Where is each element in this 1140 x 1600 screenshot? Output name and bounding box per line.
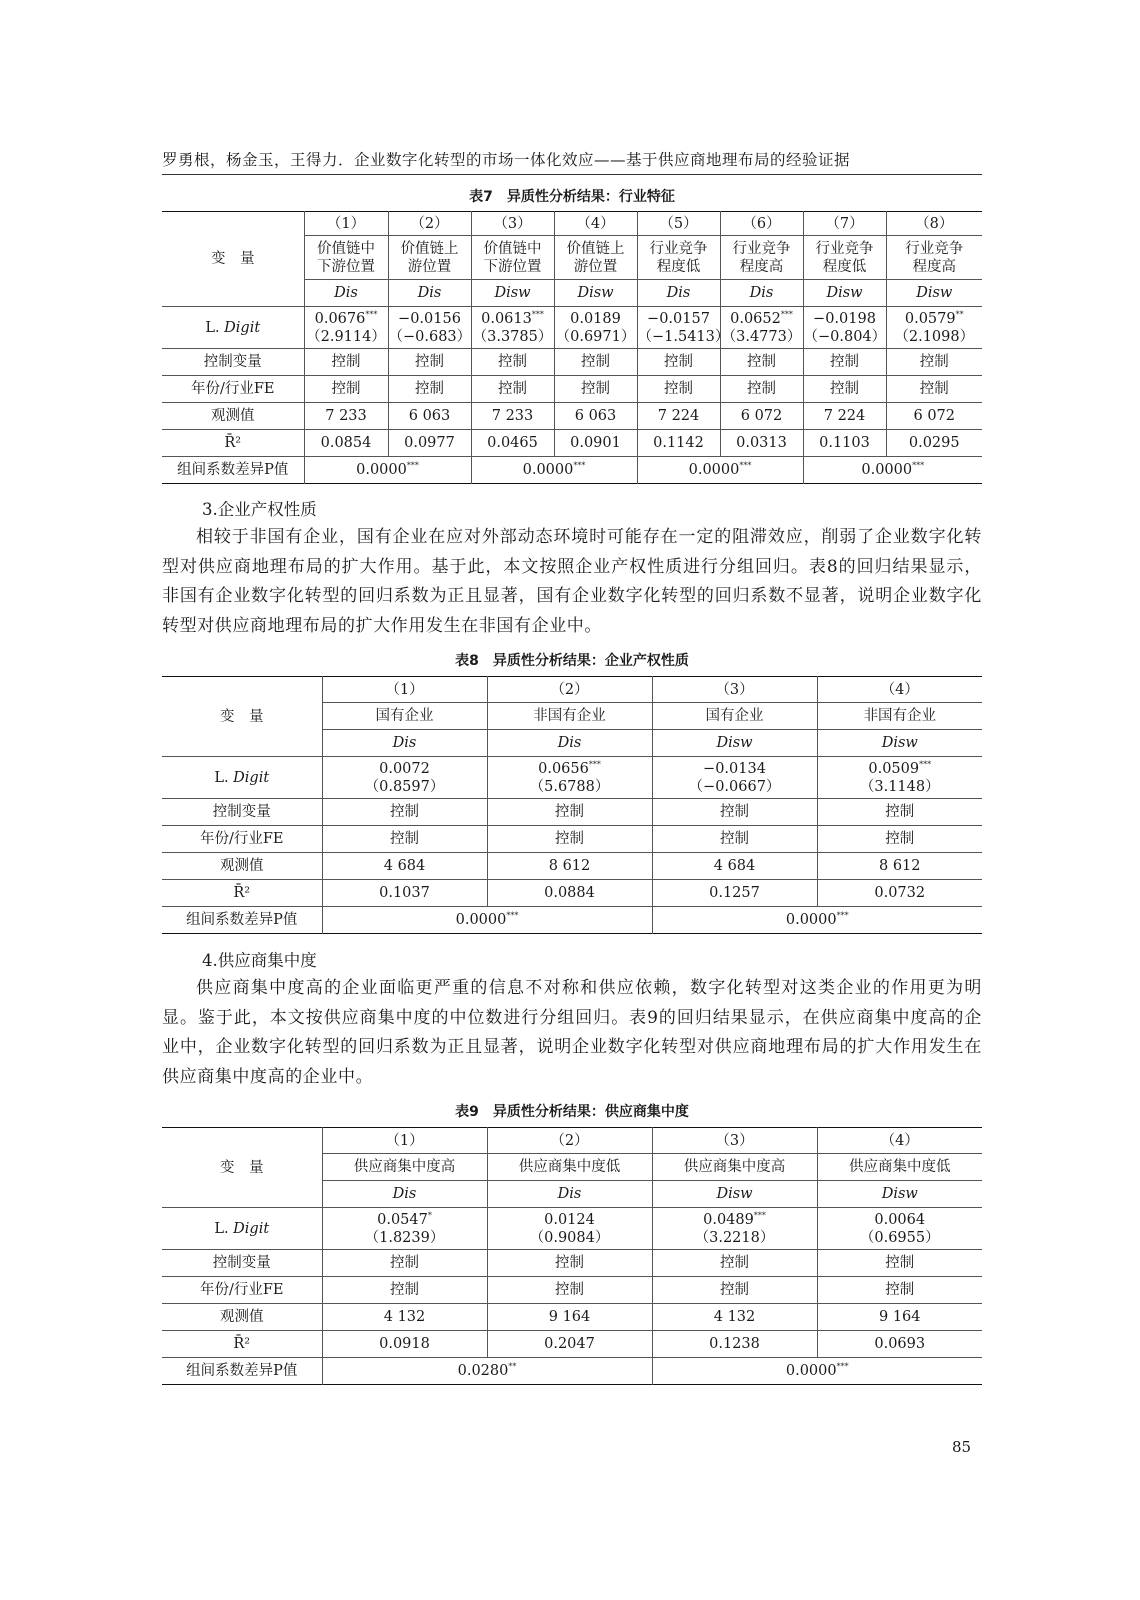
table8-caption-title: 异质性分析结果：企业产权性质: [492, 653, 689, 669]
table8-cell: 0.0884: [487, 880, 652, 907]
table7-cell: 0.0977: [388, 430, 471, 457]
table7-pval-cell: 0.0000***: [304, 457, 471, 484]
table9-cell: 0.2047: [487, 1331, 652, 1358]
table9-cell: 控制: [487, 1277, 652, 1304]
table9-coef-cell: 0.0124 （0.9084）: [487, 1208, 652, 1250]
table7-cell: 控制: [637, 349, 720, 376]
table9-depvar: Dis: [487, 1181, 652, 1208]
table9-coef-cell: 0.0064 （0.6955）: [817, 1208, 982, 1250]
running-header: 罗勇根，杨金玉，王得力．企业数字化转型的市场一体化效应——基于供应商地理布局的经验证据: [162, 148, 982, 175]
table8-var-header: 变 量: [162, 677, 322, 757]
table9-cell: 4 132: [322, 1304, 487, 1331]
table9-pval-cell: 0.0000***: [652, 1358, 982, 1385]
table7-group-name: 价值链中 下游位置: [471, 236, 554, 280]
table9-var-header: 变 量: [162, 1128, 322, 1208]
table8-cell: 控制: [652, 826, 817, 853]
table7-row: [162, 403, 982, 430]
table7-var-header: 变 量: [162, 212, 304, 307]
table8-cell: 控制: [322, 799, 487, 826]
table7-cell: 0.0313: [720, 430, 803, 457]
table9-caption-title: 异质性分析结果：供应商集中度: [492, 1104, 689, 1120]
table9-digit-row: [162, 1208, 982, 1250]
table7-depvar: Dis: [720, 280, 803, 307]
table7-cell: 控制: [388, 376, 471, 403]
table8-row-label: R̄²: [162, 880, 322, 907]
table8-row: [162, 826, 982, 853]
table7-row: [162, 430, 982, 457]
table9-row-label: R̄²: [162, 1331, 322, 1358]
table8-group-name: 非国有企业: [487, 703, 652, 730]
table9-cell: 控制: [652, 1250, 817, 1277]
table9-group-name: 供应商集中度高: [322, 1154, 487, 1181]
table7-depvar: Disw: [471, 280, 554, 307]
table7-digit-label: L. Digit: [162, 307, 304, 349]
table8-pval-row: [162, 907, 982, 934]
table7-cell: 控制: [886, 376, 982, 403]
table9-colnum-row: [162, 1128, 982, 1154]
table8-cell: 8 612: [487, 853, 652, 880]
table9-colnum: （4）: [817, 1128, 982, 1154]
table9-cell: 控制: [817, 1277, 982, 1304]
table9-group-name: 供应商集中度低: [817, 1154, 982, 1181]
table7-cell: 控制: [471, 349, 554, 376]
table8-row-label: 控制变量: [162, 799, 322, 826]
table8-cell: 控制: [322, 826, 487, 853]
table7-colnum: （8）: [886, 212, 982, 236]
table7-colnum: （7）: [803, 212, 886, 236]
table7-cell: 控制: [720, 349, 803, 376]
table7-cell: 6 072: [886, 403, 982, 430]
table8-colnum: （4）: [817, 677, 982, 703]
table9-caption-number: 表9: [455, 1104, 479, 1120]
table7-caption: [162, 186, 982, 206]
table8-digit-row: [162, 757, 982, 799]
table8-colnum-row: [162, 677, 982, 703]
table7-cell: 6 063: [388, 403, 471, 430]
table7-group-name: 行业竞争 程度低: [637, 236, 720, 280]
table8-cell: 8 612: [817, 853, 982, 880]
page-number: 85: [952, 1438, 972, 1456]
table7-cell: 控制: [388, 349, 471, 376]
table9-pval-row: [162, 1358, 982, 1385]
table9-cell: 控制: [322, 1277, 487, 1304]
table8-cell: 0.1257: [652, 880, 817, 907]
table8-cell: 0.0732: [817, 880, 982, 907]
table9-cell: 0.0693: [817, 1331, 982, 1358]
table7-cell: 控制: [554, 349, 637, 376]
table7-colnum: （4）: [554, 212, 637, 236]
table7-cell: 控制: [720, 376, 803, 403]
table9-digit-label: L. Digit: [162, 1208, 322, 1250]
table8-pval-cell: 0.0000***: [652, 907, 982, 934]
table7-coef-cell: 0.0579** （2.1098）: [886, 307, 982, 349]
table7-cell: 控制: [803, 376, 886, 403]
table7-coef-cell: 0.0652*** （3.4773）: [720, 307, 803, 349]
table8-cell: 控制: [817, 799, 982, 826]
table9-caption: [162, 1101, 982, 1121]
table9-depvar: Disw: [817, 1181, 982, 1208]
table7-cell: 0.0901: [554, 430, 637, 457]
table8-cell: 4 684: [652, 853, 817, 880]
table8: [162, 676, 982, 934]
table7-depvar: Disw: [803, 280, 886, 307]
table7-pval-row: [162, 457, 982, 484]
table7-depvar: Dis: [304, 280, 388, 307]
table9-cell: 0.1238: [652, 1331, 817, 1358]
table7-digit-row: [162, 307, 982, 349]
table7: [162, 211, 982, 484]
table9-row-label: 观测值: [162, 1304, 322, 1331]
table7-pval-cell: 0.0000***: [471, 457, 637, 484]
table7-cell: 控制: [304, 376, 388, 403]
table9-colnum: （1）: [322, 1128, 487, 1154]
table7-cell: 控制: [637, 376, 720, 403]
table7-cell: 0.0295: [886, 430, 982, 457]
table8-cell: 4 684: [322, 853, 487, 880]
table7-group-name: 行业竞争 程度高: [720, 236, 803, 280]
table8-colnum: （2）: [487, 677, 652, 703]
table7-colnum: （1）: [304, 212, 388, 236]
table7-colnum: （2）: [388, 212, 471, 236]
table8-depvar: Dis: [322, 730, 487, 757]
table9-row-label: 年份/行业FE: [162, 1277, 322, 1304]
table8-cell: 控制: [487, 799, 652, 826]
section3-title: 3.企业产权性质: [202, 500, 317, 519]
table7-colnum: （3）: [471, 212, 554, 236]
table8-cell: 0.1037: [322, 880, 487, 907]
table8-group-name: 非国有企业: [817, 703, 982, 730]
section4-paragraph: 供应商集中度高的企业面临更严重的信息不对称和供应依赖，数字化转型对这类企业的作用更为明显。鉴于此，本文按供应商集中度的中位数进行分组回归。表9的回归结果显示，在供应商集中度高的企业中，企业数字化转型的回归系数为正且显著，说明企业数字化转型对供应商地理布局的扩大作用发生在供应商集中度高的企业中。: [162, 978, 982, 1087]
table9-cell: 控制: [487, 1250, 652, 1277]
table9-row: [162, 1304, 982, 1331]
table7-depvar: Dis: [388, 280, 471, 307]
table9-cell: 9 164: [487, 1304, 652, 1331]
table9-cell: 控制: [817, 1250, 982, 1277]
table8-coef-cell: 0.0656*** （5.6788）: [487, 757, 652, 799]
table8-row: [162, 880, 982, 907]
table7-pval-cell: 0.0000***: [637, 457, 803, 484]
table7-row: [162, 349, 982, 376]
table9-colnum: （2）: [487, 1128, 652, 1154]
table7-colnum-row: [162, 212, 982, 236]
table7-coef-cell: −0.0157 （−1.5413）: [637, 307, 720, 349]
table8-row-label: 观测值: [162, 853, 322, 880]
table9: [162, 1127, 982, 1385]
table7-cell: 6 063: [554, 403, 637, 430]
table7-coef-cell: −0.0198 （−0.804）: [803, 307, 886, 349]
table7-coef-cell: 0.0189 （0.6971）: [554, 307, 637, 349]
table8-cell: 控制: [652, 799, 817, 826]
table7-cell: 7 224: [637, 403, 720, 430]
table7-pval-cell: 0.0000***: [803, 457, 982, 484]
table7-cell: 控制: [554, 376, 637, 403]
table7-group-name: 价值链上 游位置: [388, 236, 471, 280]
table7-caption-title: 异质性分析结果：行业特征: [506, 189, 675, 205]
table7-depvar: Disw: [554, 280, 637, 307]
table7-cell: 0.0854: [304, 430, 388, 457]
table8-coef-cell: 0.0072 （0.8597）: [322, 757, 487, 799]
table9-row-label: 控制变量: [162, 1250, 322, 1277]
table8-depvar: Disw: [817, 730, 982, 757]
table8-row: [162, 799, 982, 826]
table8-depvar: Dis: [487, 730, 652, 757]
table7-group-name: 行业竞争 程度低: [803, 236, 886, 280]
table8-row-label: 年份/行业FE: [162, 826, 322, 853]
table7-row-label: R̄²: [162, 430, 304, 457]
table9-group-name: 供应商集中度低: [487, 1154, 652, 1181]
table7-cell: 7 224: [803, 403, 886, 430]
table7-cell: 7 233: [304, 403, 388, 430]
table7-row-label: 观测值: [162, 403, 304, 430]
table9-colnum: （3）: [652, 1128, 817, 1154]
table8-pval-label: 组间系数差异P值: [162, 907, 322, 934]
table7-cell: 控制: [304, 349, 388, 376]
table7-cell: 控制: [471, 376, 554, 403]
table7-cell: 控制: [803, 349, 886, 376]
table9-group-name: 供应商集中度高: [652, 1154, 817, 1181]
table9-row: [162, 1250, 982, 1277]
table7-colnum: （6）: [720, 212, 803, 236]
table7-caption-number: 表7: [469, 189, 493, 205]
table8-colnum: （3）: [652, 677, 817, 703]
table8-cell: 控制: [487, 826, 652, 853]
table8-pval-cell: 0.0000***: [322, 907, 652, 934]
table9-pval-label: 组间系数差异P值: [162, 1358, 322, 1385]
table8-row: [162, 853, 982, 880]
table9-coef-cell: 0.0547* （1.8239）: [322, 1208, 487, 1250]
table8-caption: [162, 650, 982, 670]
table7-coef-cell: 0.0676*** （2.9114）: [304, 307, 388, 349]
table7-cell: 7 233: [471, 403, 554, 430]
table9-pval-cell: 0.0280**: [322, 1358, 652, 1385]
table7-row-label: 年份/行业FE: [162, 376, 304, 403]
section3-paragraph: 相较于非国有企业，国有企业在应对外部动态环境时可能存在一定的阻滞效应，削弱了企业数字化转型对供应商地理布局的扩大作用。基于此，本文按照企业产权性质进行分组回归。表8的回归结果显示，非国有企业数字化转型的回归系数为正且显著，国有企业数字化转型的回归系数不显著，说明企业数字化转型对供应商地理布局的扩大作用发生在非国有企业中。: [162, 527, 982, 636]
table9-cell: 控制: [652, 1277, 817, 1304]
table9-row: [162, 1277, 982, 1304]
table7-depvar: Disw: [886, 280, 982, 307]
table8-digit-label: L. Digit: [162, 757, 322, 799]
table7-coef-cell: −0.0156 （−0.683）: [388, 307, 471, 349]
table8-group-name: 国有企业: [322, 703, 487, 730]
table8-colnum: （1）: [322, 677, 487, 703]
table7-depvar: Dis: [637, 280, 720, 307]
table8-group-name: 国有企业: [652, 703, 817, 730]
table7-cell: 6 072: [720, 403, 803, 430]
table7-group-name: 行业竞争 程度高: [886, 236, 982, 280]
table8-coef-cell: 0.0509*** （3.1148）: [817, 757, 982, 799]
table9-cell: 0.0918: [322, 1331, 487, 1358]
table7-cell: 0.1142: [637, 430, 720, 457]
table7-cell: 0.1103: [803, 430, 886, 457]
table7-pval-label: 组间系数差异P值: [162, 457, 304, 484]
table7-row-label: 控制变量: [162, 349, 304, 376]
table7-cell: 0.0465: [471, 430, 554, 457]
table7-coef-cell: 0.0613*** （3.3785）: [471, 307, 554, 349]
table9-coef-cell: 0.0489*** （3.2218）: [652, 1208, 817, 1250]
table7-row: [162, 376, 982, 403]
table8-depvar: Disw: [652, 730, 817, 757]
table7-colnum: （5）: [637, 212, 720, 236]
table9-cell: 控制: [322, 1250, 487, 1277]
table9-depvar: Disw: [652, 1181, 817, 1208]
table9-depvar: Dis: [322, 1181, 487, 1208]
section4-title: 4.供应商集中度: [202, 951, 317, 970]
table8-caption-number: 表8: [455, 653, 479, 669]
table9-row: [162, 1331, 982, 1358]
table8-coef-cell: −0.0134 （−0.0667）: [652, 757, 817, 799]
table7-cell: 控制: [886, 349, 982, 376]
table7-group-name: 价值链上 游位置: [554, 236, 637, 280]
table8-cell: 控制: [817, 826, 982, 853]
table7-group-name: 价值链中 下游位置: [304, 236, 388, 280]
table9-cell: 9 164: [817, 1304, 982, 1331]
table9-cell: 4 132: [652, 1304, 817, 1331]
